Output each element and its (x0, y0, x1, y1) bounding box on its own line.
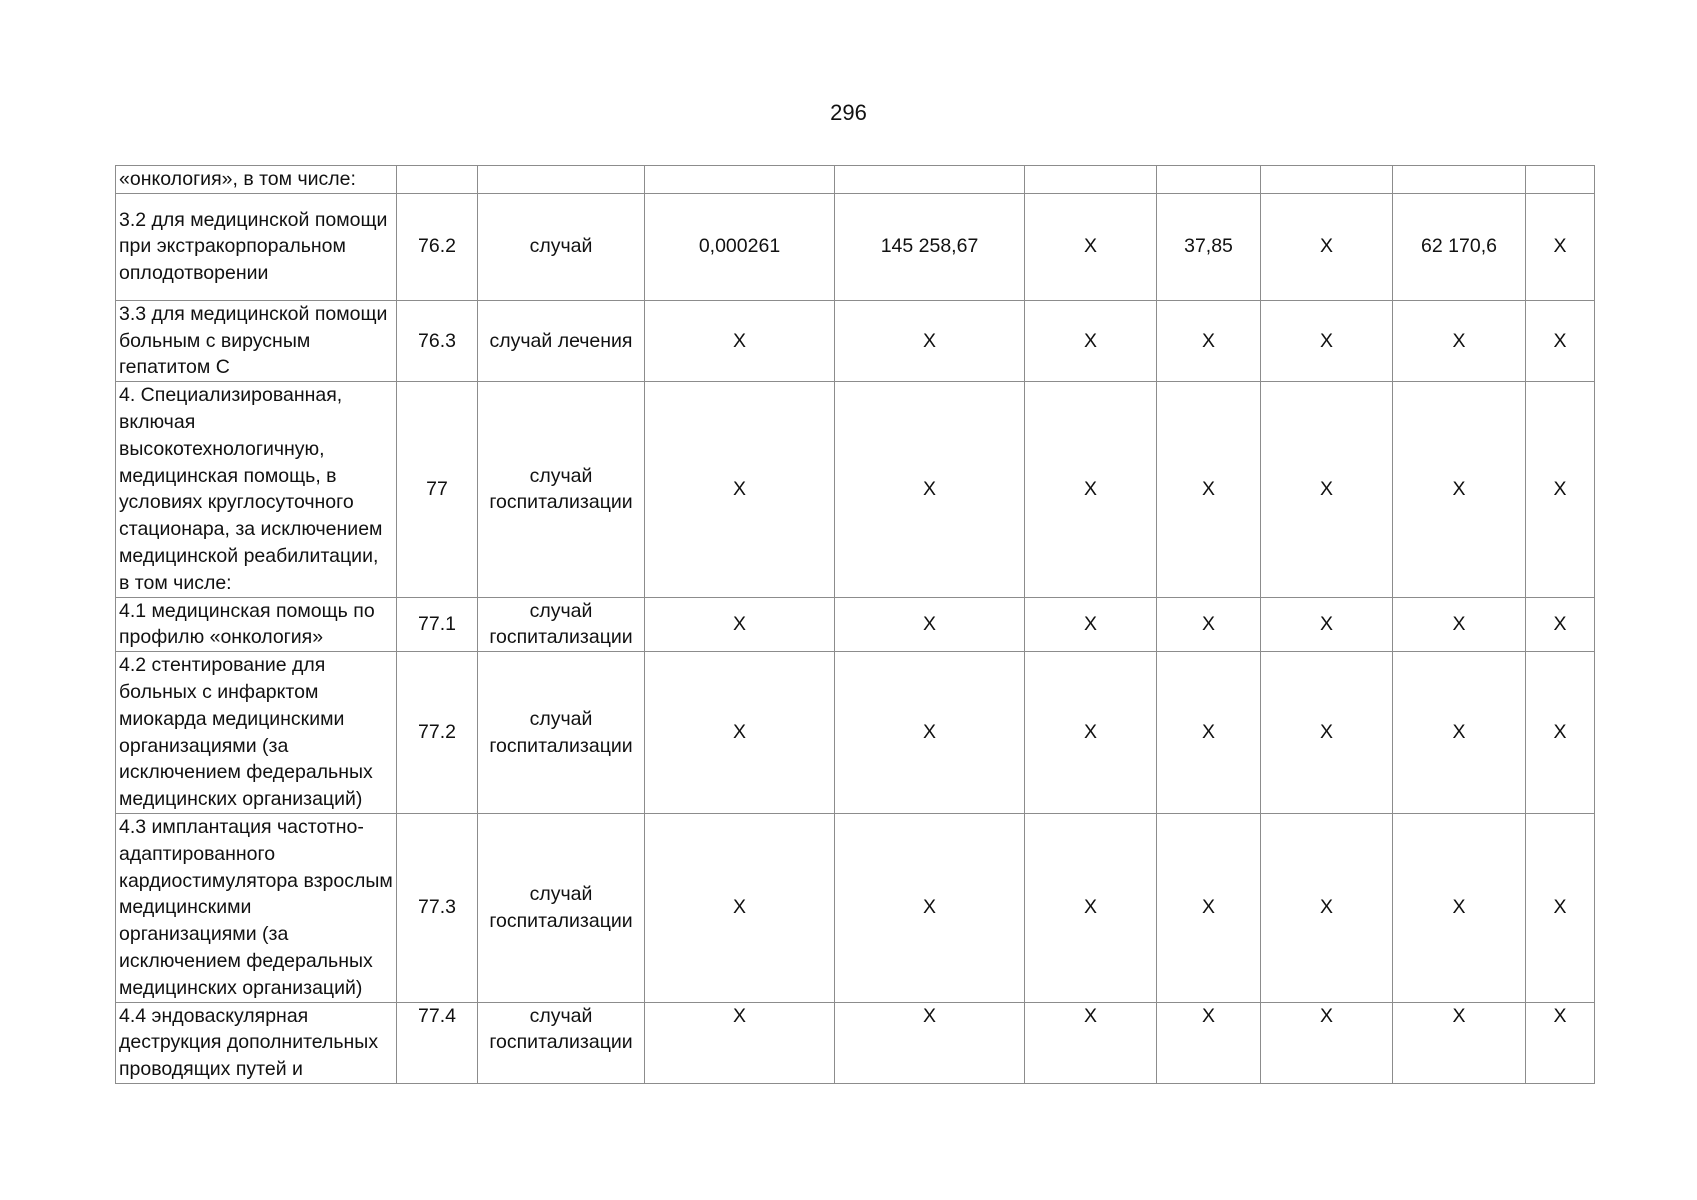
value-cell-9: X (1393, 1002, 1526, 1083)
value-cell-6: X (1025, 597, 1157, 652)
value-cell-10: X (1526, 813, 1595, 1002)
value-cell-10: X (1526, 193, 1595, 300)
value-cell-8: X (1261, 382, 1393, 597)
value-cell-7: 37,85 (1157, 193, 1261, 300)
value-cell-10: X (1526, 597, 1595, 652)
value-cell-7: X (1157, 652, 1261, 814)
value-cell-5: 145 258,67 (835, 193, 1025, 300)
value-cell-10: X (1526, 382, 1595, 597)
value-cell-9: 62 170,6 (1393, 193, 1526, 300)
value-cell-5: X (835, 597, 1025, 652)
row-unit-cell (478, 166, 645, 194)
page-number: 296 (830, 100, 867, 125)
value-cell-7: X (1157, 382, 1261, 597)
value-cell-5: X (835, 1002, 1025, 1083)
row-name-cell: 3.3 для медицинской помощи больным с вирусным гепатитом С (116, 300, 397, 381)
value-cell-9: X (1393, 652, 1526, 814)
table-row (116, 382, 1595, 597)
value-cell-6: X (1025, 1002, 1157, 1083)
row-unit-cell: случай госпитализации (478, 652, 645, 814)
row-name-cell: 3.2 для медицинской помощи при экстракорпоральном оплодотворении (116, 193, 397, 300)
value-cell-7: X (1157, 813, 1261, 1002)
value-cell-10: X (1526, 300, 1595, 381)
value-cell-6: X (1025, 382, 1157, 597)
row-unit-cell: случай госпитализации (478, 597, 645, 652)
value-cell-4: 0,000261 (645, 193, 835, 300)
row-code-cell: 77.2 (397, 652, 478, 814)
value-cell-8 (1261, 166, 1393, 194)
row-code-cell: 76.2 (397, 193, 478, 300)
row-unit-cell: случай госпитализации (478, 1002, 645, 1083)
value-cell-5: X (835, 813, 1025, 1002)
value-cell-4: X (645, 652, 835, 814)
data-table (115, 165, 1595, 1084)
table-row (116, 193, 1595, 300)
value-cell-4: X (645, 813, 835, 1002)
row-code-cell: 76.3 (397, 300, 478, 381)
table-row (116, 597, 1595, 652)
row-name-cell: «онкология», в том числе: (116, 166, 397, 194)
value-cell-5: X (835, 300, 1025, 381)
row-name-cell: 4.1 медицинская помощь по профилю «онкология» (116, 597, 397, 652)
value-cell-4: X (645, 300, 835, 381)
value-cell-9 (1393, 166, 1526, 194)
value-cell-7 (1157, 166, 1261, 194)
value-cell-8: X (1261, 597, 1393, 652)
value-cell-8: X (1261, 193, 1393, 300)
table-row (116, 813, 1595, 1002)
value-cell-5: X (835, 652, 1025, 814)
row-unit-cell: случай (478, 193, 645, 300)
value-cell-8: X (1261, 300, 1393, 381)
value-cell-9: X (1393, 597, 1526, 652)
value-cell-5: X (835, 382, 1025, 597)
value-cell-9: X (1393, 813, 1526, 1002)
value-cell-7: X (1157, 1002, 1261, 1083)
value-cell-9: X (1393, 382, 1526, 597)
value-cell-4: X (645, 1002, 835, 1083)
row-unit-cell: случай госпитализации (478, 382, 645, 597)
value-cell-7: X (1157, 300, 1261, 381)
row-code-cell: 77.3 (397, 813, 478, 1002)
value-cell-6: X (1025, 652, 1157, 814)
value-cell-5 (835, 166, 1025, 194)
row-name-cell: 4. Специализированная, включая высокотехнологичную, медицинская помощь, в условиях круглосуточного стационара, за исключением медицинской реабилитации, в том числе: (116, 382, 397, 597)
row-name-cell: 4.2 стентирование для больных с инфарктом миокарда медицинскими организациями (за исключением федеральных медицинских организаций) (116, 652, 397, 814)
value-cell-4: X (645, 597, 835, 652)
row-name-cell: 4.3 имплантация частотно-адаптированного кардиостимулятора взрослым медицинскими организациями (за исключением федеральных медицинских организаций) (116, 813, 397, 1002)
row-unit-cell: случай госпитализации (478, 813, 645, 1002)
value-cell-4 (645, 166, 835, 194)
value-cell-6 (1025, 166, 1157, 194)
value-cell-7: X (1157, 597, 1261, 652)
value-cell-10: X (1526, 652, 1595, 814)
table-row (116, 1002, 1595, 1083)
row-code-cell: 77.4 (397, 1002, 478, 1083)
row-code-cell: 77 (397, 382, 478, 597)
row-code-cell: 77.1 (397, 597, 478, 652)
row-name-cell: 4.4 эндоваскулярная деструкция дополнительных проводящих путей и (116, 1002, 397, 1083)
table-row (116, 300, 1595, 381)
value-cell-8: X (1261, 1002, 1393, 1083)
value-cell-10: X (1526, 1002, 1595, 1083)
value-cell-6: X (1025, 193, 1157, 300)
table-row (116, 652, 1595, 814)
value-cell-6: X (1025, 813, 1157, 1002)
row-code-cell (397, 166, 478, 194)
value-cell-4: X (645, 382, 835, 597)
value-cell-8: X (1261, 813, 1393, 1002)
value-cell-9: X (1393, 300, 1526, 381)
row-unit-cell: случай лечения (478, 300, 645, 381)
value-cell-8: X (1261, 652, 1393, 814)
value-cell-6: X (1025, 300, 1157, 381)
value-cell-10 (1526, 166, 1595, 194)
table-row (116, 166, 1595, 194)
